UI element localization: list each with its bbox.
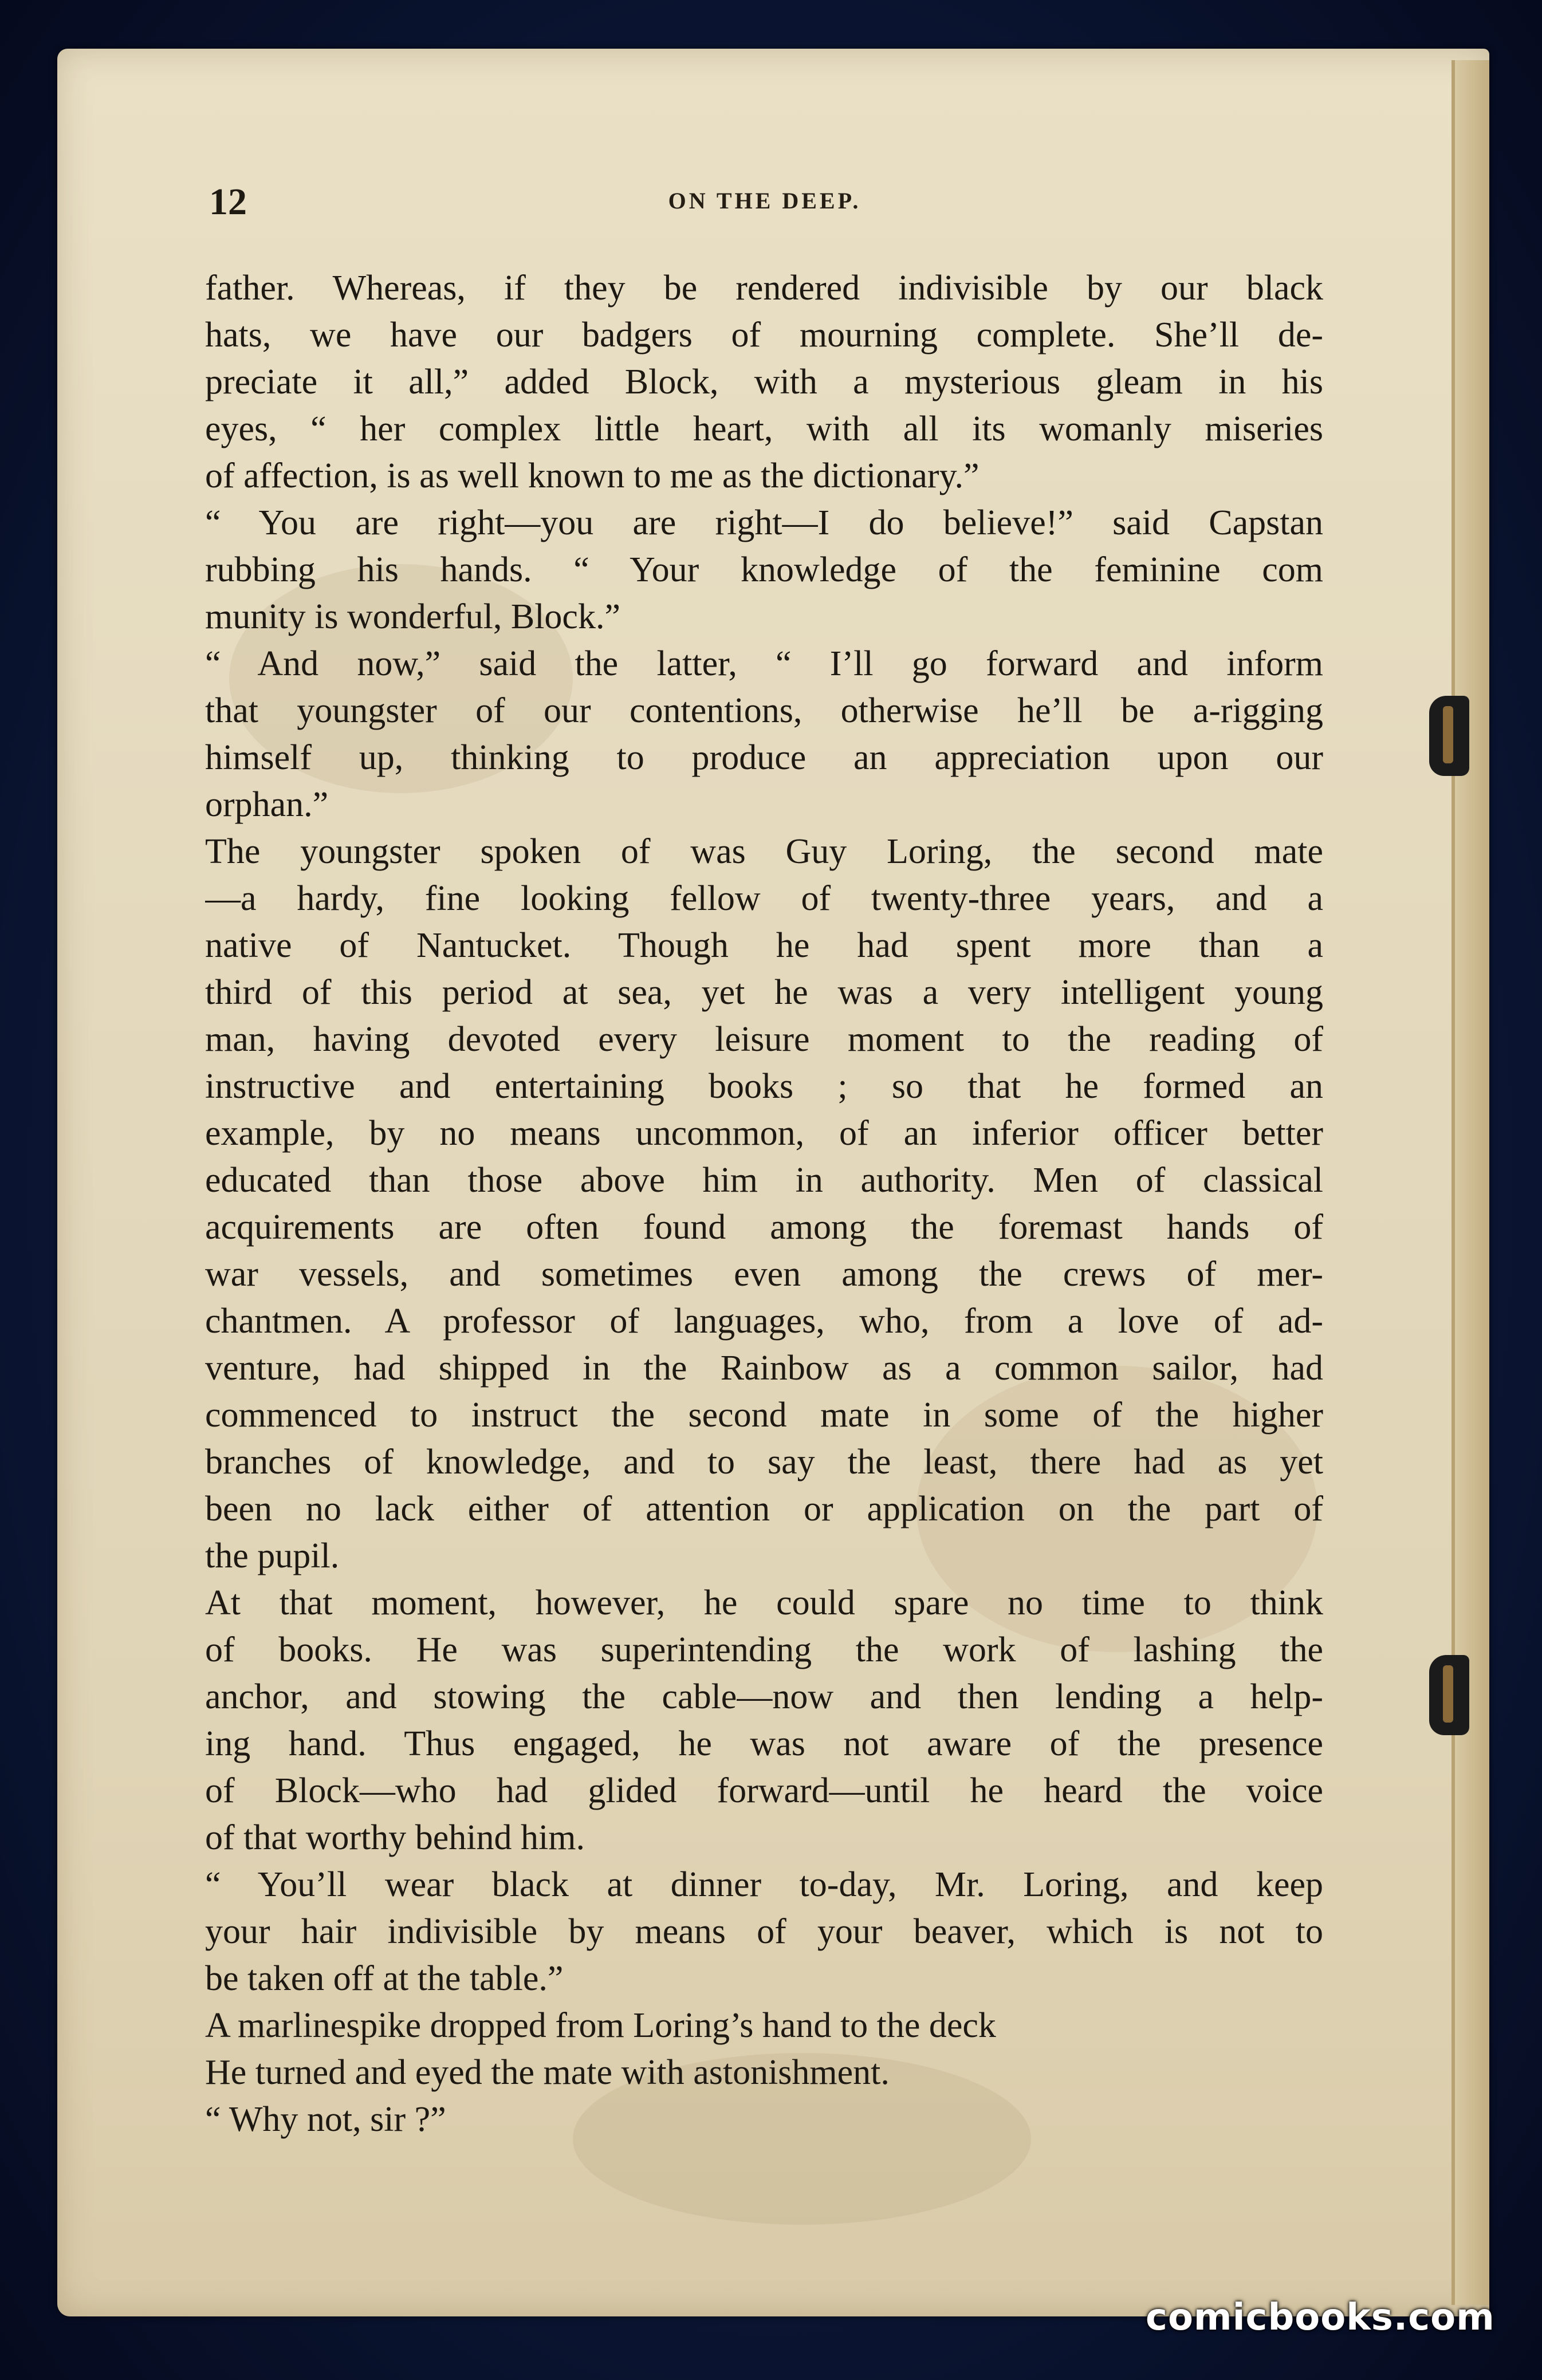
text-line: be taken off at the table.” bbox=[205, 1959, 564, 1998]
text-line: —a hardy, fine looking fellow of twenty-three years, and a bbox=[205, 879, 1323, 918]
text-line: father. Whereas, if they be rendered indivisible by our black bbox=[205, 269, 1323, 308]
page-header bbox=[209, 180, 1320, 226]
running-head: ON THE DEEP. bbox=[668, 188, 862, 214]
text-line: of that worthy behind him. bbox=[205, 1818, 585, 1857]
text-line: your hair indivisible by means of your beaver, which is not to bbox=[205, 1912, 1323, 1951]
text-line: that youngster of our contentions, otherwise he’ll be a-rigging bbox=[205, 691, 1323, 730]
text-line: native of Nantucket. Though he had spent more than a bbox=[205, 926, 1323, 965]
text-line: war vessels, and sometimes even among the crews of mer- bbox=[205, 1255, 1323, 1294]
text-line: At that moment, however, he could spare no time to think bbox=[205, 1583, 1323, 1622]
text-line: hats, we have our badgers of mourning complete. She’ll de- bbox=[205, 316, 1323, 354]
text-line: “ You’ll wear black at dinner to-day, Mr. Loring, and keep bbox=[205, 1865, 1323, 1904]
text-line: chantmen. A professor of languages, who, from a love of ad- bbox=[205, 1302, 1323, 1341]
text-line: venture, had shipped in the Rainbow as a common sailor, had bbox=[205, 1349, 1323, 1388]
text-line: branches of knowledge, and to say the least, there had as yet bbox=[205, 1443, 1323, 1481]
text-line: A marlinespike dropped from Loring’s hand to the deck bbox=[205, 2006, 996, 2045]
binding-stitch-mark bbox=[1429, 1655, 1469, 1735]
text-line: anchor, and stowing the cable—now and then lending a help- bbox=[205, 1677, 1323, 1716]
text-line: been no lack either of attention or application on the part of bbox=[205, 1490, 1323, 1528]
text-line: of Block—who had glided forward—until he heard the voice bbox=[205, 1771, 1323, 1810]
text-line: instructive and entertaining books ; so that he formed an bbox=[205, 1067, 1323, 1106]
text-line: “ And now,” said the latter, “ I’ll go forward and inform bbox=[205, 644, 1323, 683]
text-line: ing hand. Thus engaged, he was not aware of the presence bbox=[205, 1724, 1323, 1763]
text-line: preciate it all,” added Block, with a mysterious gleam in his bbox=[205, 362, 1323, 401]
body-text bbox=[205, 265, 1323, 2143]
text-line: of affection, is as well known to me as the dictionary.” bbox=[205, 456, 980, 495]
text-line: “ You are right—you are right—I do believe!” said Capstan bbox=[205, 503, 1323, 542]
text-line: acquirements are often found among the foremast hands of bbox=[205, 1208, 1323, 1247]
text-line: himself up, thinking to produce an appreciation upon our bbox=[205, 738, 1323, 777]
text-line: third of this period at sea, yet he was a very intelligent young bbox=[205, 973, 1323, 1012]
text-line: the pupil. bbox=[205, 1536, 340, 1575]
page-edge bbox=[1451, 60, 1489, 2305]
text-line: commenced to instruct the second mate in some of the higher bbox=[205, 1396, 1323, 1435]
text-line: He turned and eyed the mate with astonishment. bbox=[205, 2053, 890, 2092]
text-line: example, by no means uncommon, of an inferior officer better bbox=[205, 1114, 1323, 1153]
text-line: orphan.” bbox=[205, 785, 329, 824]
text-line: “ Why not, sir ?” bbox=[205, 2100, 446, 2139]
text-line: munity is wonderful, Block.” bbox=[205, 597, 620, 636]
text-line: of books. He was superintending the work of lashing the bbox=[205, 1630, 1323, 1669]
text-line: educated than those above him in authority. Men of classical bbox=[205, 1161, 1323, 1200]
text-line: eyes, “ her complex little heart, with all its womanly miseries bbox=[205, 409, 1323, 448]
text-line: man, having devoted every leisure moment to the reading of bbox=[205, 1020, 1323, 1059]
text-line: The youngster spoken of was Guy Loring, the second mate bbox=[205, 832, 1323, 871]
page-number: 12 bbox=[209, 181, 247, 223]
binding-stitch-mark bbox=[1429, 696, 1469, 776]
text-line: rubbing his hands. “ Your knowledge of the feminine com bbox=[205, 550, 1323, 589]
watermark-text: comicbooks.com bbox=[1146, 2296, 1495, 2339]
